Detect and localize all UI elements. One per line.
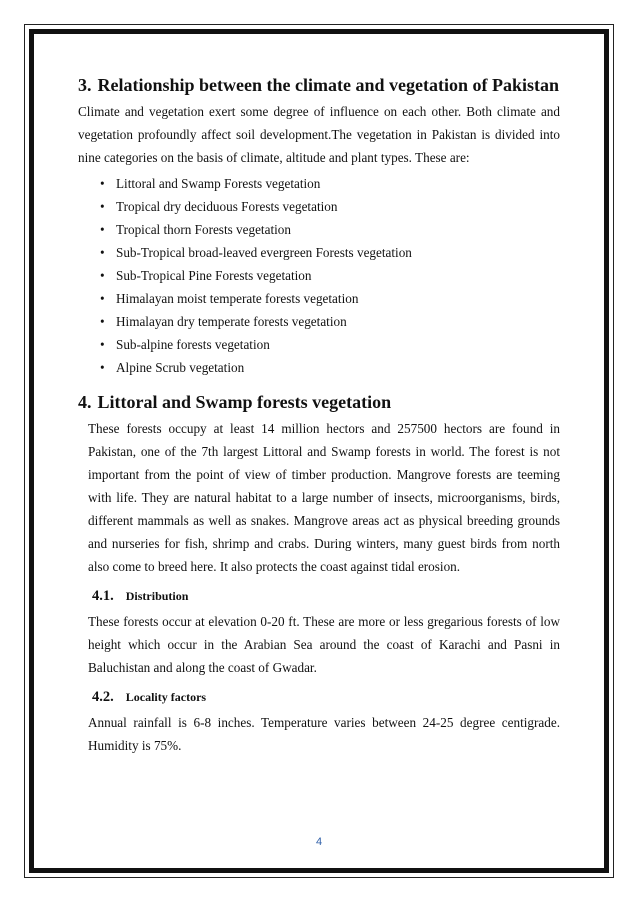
vegetation-list-item — [100, 241, 560, 264]
vegetation-list-item — [100, 356, 560, 379]
section-4-heading — [78, 389, 560, 415]
vegetation-list-item-text: Sub-Tropical broad-leaved evergreen Forests vegetation — [116, 245, 412, 260]
vegetation-list-item-text: Sub-alpine forests vegetation — [116, 337, 270, 352]
section-4-number: 4. — [78, 392, 92, 412]
vegetation-list-item-text: Alpine Scrub vegetation — [116, 360, 245, 375]
vegetation-list-item-text: Himalayan dry temperate forests vegetation — [116, 314, 347, 329]
vegetation-list-item — [100, 195, 560, 218]
bullet-icon: • — [100, 360, 105, 375]
subsection-4-2-heading — [78, 685, 560, 709]
section-3-number: 3. — [78, 75, 92, 95]
bullet-icon: • — [100, 314, 105, 329]
section-3-title: Relationship between the climate and vegetation of Pakistan — [97, 75, 559, 95]
vegetation-list-item — [100, 172, 560, 195]
bullet-icon: • — [100, 291, 105, 306]
vegetation-list-item — [100, 218, 560, 241]
vegetation-list-item — [100, 310, 560, 333]
subsection-4-2-number: 4.2. — [92, 689, 114, 705]
vegetation-list — [78, 172, 560, 379]
vegetation-list-item — [100, 287, 560, 310]
vegetation-list-item-text: Tropical dry deciduous Forests vegetation — [116, 199, 338, 214]
vegetation-list-item-text: Littoral and Swamp Forests vegetation — [116, 176, 321, 191]
subsection-4-2-paragraph: Annual rainfall is 6-8 inches. Temperature varies between 24-25 degree centigrade. Humidity is 75%. — [88, 715, 560, 753]
bullet-icon: • — [100, 176, 105, 191]
vegetation-list-item — [100, 333, 560, 356]
bullet-icon: • — [100, 245, 105, 260]
subsection-4-1-heading — [78, 584, 560, 608]
document-body — [78, 72, 560, 757]
section-4-paragraph: These forests occupy at least 14 million hectors and 257500 hectors are found in Pakistan, one of the 7th largest Littoral and Swamp forests in world. The forest is not important from the point of view of timber production. Mangrove forests are teeming with life. They are natural habitat to a large number of insects, microorganisms, birds, different mammals as well as snakes. Mangrove areas act as physical breeding grounds and nurseries for fish, shrimp and crabs. During winters, many guest birds from north also come to breed here. It also protects the coast against tidal erosion. — [88, 421, 560, 574]
section-3-heading — [78, 72, 560, 98]
subsection-4-2-title: Locality factors — [125, 690, 207, 704]
section-3-paragraph: Climate and vegetation exert some degree of influence on each other. Both climate and vegetation profoundly affect soil development.The vegetation in Pakistan is divided into nine categories on the basis of climate, altitude and plant types. These are: — [78, 104, 560, 165]
section-4-title: Littoral and Swamp forests vegetation — [97, 392, 392, 412]
vegetation-list-item-text: Tropical thorn Forests vegetation — [116, 222, 291, 237]
vegetation-list-item-text: Sub-Tropical Pine Forests vegetation — [116, 268, 312, 283]
vegetation-list-item-text: Himalayan moist temperate forests vegetation — [116, 291, 359, 306]
subsection-4-1-number: 4.1. — [92, 588, 114, 604]
bullet-icon: • — [100, 337, 105, 352]
bullet-icon: • — [100, 222, 105, 237]
bullet-icon: • — [100, 199, 105, 214]
bullet-icon: • — [100, 268, 105, 283]
subsection-4-1-paragraph: These forests occur at elevation 0-20 ft. These are more or less gregarious forests of low height which occur in the Arabian Sea around the coast of Karachi and Pasni in Baluchistan and along the coast of Gwadar. — [88, 614, 560, 675]
page-number: 4 — [315, 836, 323, 848]
subsection-4-1-title: Distribution — [125, 589, 189, 603]
vegetation-list-item — [100, 264, 560, 287]
